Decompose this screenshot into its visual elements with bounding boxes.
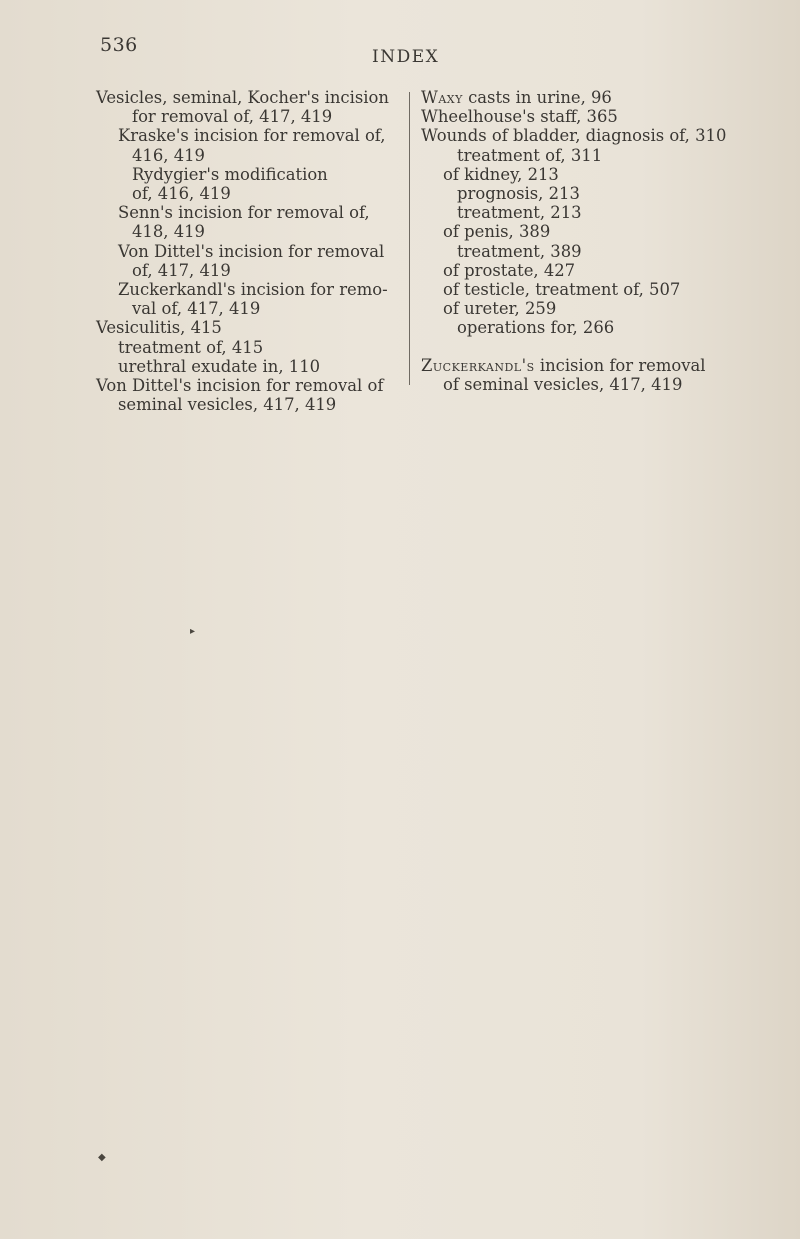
entry-text: casts in urine, 96 xyxy=(462,88,612,107)
print-mark: ◆ xyxy=(98,1152,106,1163)
index-entry xyxy=(96,146,408,165)
index-entry xyxy=(96,395,408,414)
index-entry xyxy=(421,126,793,145)
index-entry xyxy=(421,203,793,222)
index-entry xyxy=(421,299,793,318)
index-entry xyxy=(96,376,408,395)
entry-text: of prostate, 427 xyxy=(443,260,576,280)
entry-text: Von Dittel's incision for removal of xyxy=(96,376,384,396)
index-entry xyxy=(96,88,408,107)
index-entry xyxy=(96,184,408,203)
entry-text: treatment of, 311 xyxy=(457,145,603,165)
column-divider xyxy=(409,92,410,385)
entry-text: operations for, 266 xyxy=(457,318,615,338)
index-entry xyxy=(96,261,408,280)
entry-text: of penis, 389 xyxy=(443,222,551,242)
index-entry xyxy=(96,357,408,376)
index-entry xyxy=(96,165,408,184)
entry-text: urethral exudate in, 110 xyxy=(118,356,321,376)
index-entry xyxy=(421,107,793,126)
print-mark: ▸ xyxy=(190,626,196,637)
entry-text: treatment of, 415 xyxy=(118,337,264,357)
index-entry xyxy=(96,242,408,261)
index-entry xyxy=(421,280,793,299)
entry-text: of seminal vesicles, 417, 419 xyxy=(443,374,683,394)
entry-gap xyxy=(421,338,793,356)
entry-text: Kraske's incision for removal of, xyxy=(118,126,386,146)
index-entry xyxy=(96,126,408,145)
entry-headword: Zuckerkandl's xyxy=(421,355,535,375)
entry-text: Rydygier's modification xyxy=(132,164,328,184)
running-head: INDEX xyxy=(372,47,440,67)
index-entry xyxy=(96,107,408,126)
entry-text: of testicle, treatment of, 507 xyxy=(443,280,681,300)
entry-text: of kidney, 213 xyxy=(443,164,559,184)
entry-text: Senn's incision for removal of, xyxy=(118,203,370,223)
index-entry xyxy=(421,184,793,203)
index-entry xyxy=(421,88,793,107)
index-entry xyxy=(421,318,793,337)
index-entry xyxy=(421,146,793,165)
index-entry xyxy=(96,222,408,241)
entry-text: for removal of, 417, 419 xyxy=(132,107,333,127)
entry-text: 418, 419 xyxy=(132,222,205,242)
index-entry xyxy=(421,261,793,280)
entry-text: of, 417, 419 xyxy=(132,260,231,280)
index-entry xyxy=(421,242,793,261)
entry-text: seminal vesicles, 417, 419 xyxy=(118,395,337,415)
index-entry xyxy=(96,203,408,222)
entry-text: prognosis, 213 xyxy=(457,184,580,204)
entry-text: Von Dittel's incision for removal xyxy=(118,241,385,261)
index-entry xyxy=(421,356,793,375)
entry-text: Vesicles, seminal, Kocher's incision xyxy=(96,88,389,107)
index-entry xyxy=(96,318,408,337)
index-column-right xyxy=(421,88,793,394)
entry-text: of, 416, 419 xyxy=(132,184,231,204)
index-entry xyxy=(96,280,408,299)
entry-text: incision for removal xyxy=(534,355,706,375)
entry-text: Vesiculitis, 415 xyxy=(96,318,222,338)
entry-text: val of, 417, 419 xyxy=(132,299,261,319)
index-entry xyxy=(421,375,793,394)
entry-text: Zuckerkandl's incision for remo- xyxy=(118,280,388,300)
index-entry xyxy=(421,165,793,184)
index-entry xyxy=(421,222,793,241)
entry-text: treatment, 389 xyxy=(457,241,582,261)
index-column-left xyxy=(96,88,408,414)
entry-text: treatment, 213 xyxy=(457,203,582,223)
entry-text: 416, 419 xyxy=(132,145,205,165)
entry-text: Wheelhouse's staff, 365 xyxy=(421,107,618,127)
index-entry xyxy=(96,338,408,357)
index-entry xyxy=(96,299,408,318)
page-number: 536 xyxy=(100,34,138,56)
entry-text: Wounds of bladder, diagnosis of, 310 xyxy=(421,126,727,146)
entry-headword: Waxy xyxy=(421,88,463,107)
entry-text: of ureter, 259 xyxy=(443,299,557,319)
